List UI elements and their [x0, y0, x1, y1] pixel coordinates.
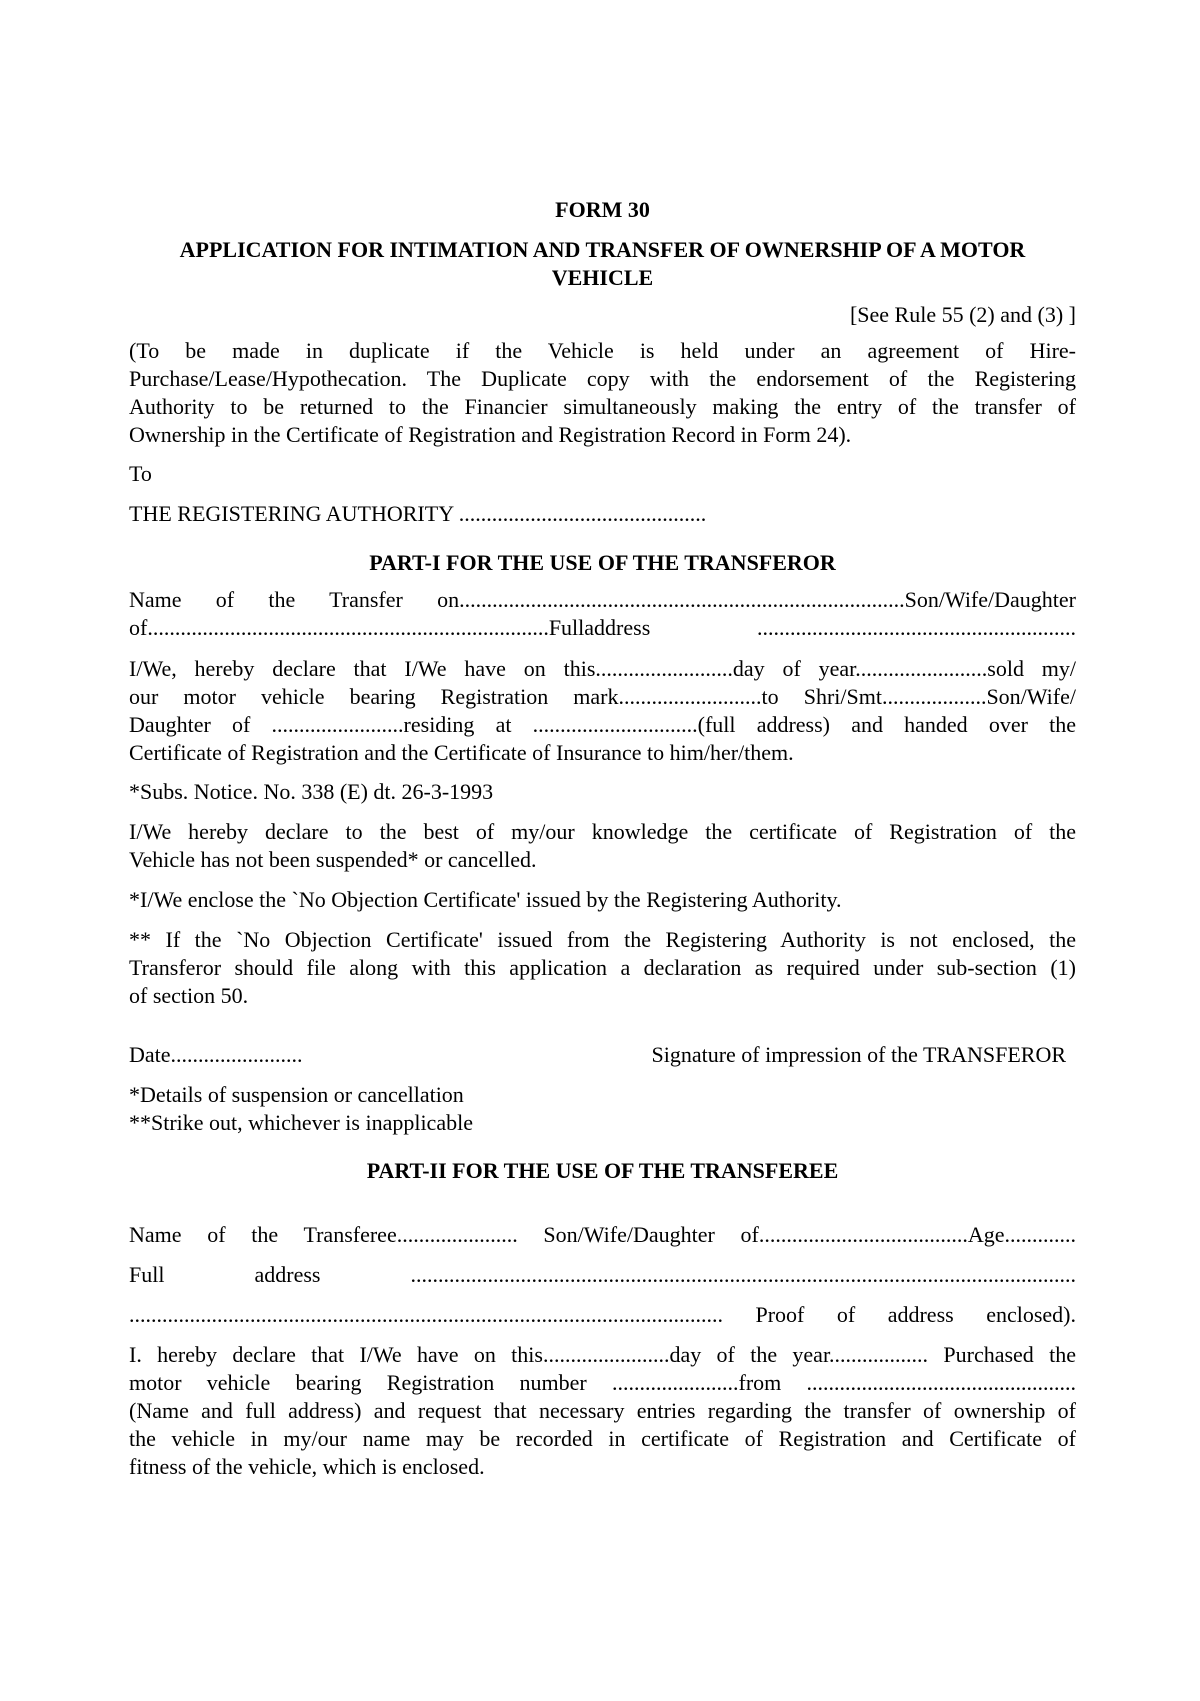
transferee-declaration — [129, 1341, 1076, 1481]
part-1-heading: PART-I FOR THE USE OF THE TRANSFEROR — [369, 550, 836, 575]
registering-authority-line: THE REGISTERING AUTHORITY ............................................. — [129, 501, 707, 526]
form-title-line-1: APPLICATION FOR INTIMATION AND TRANSFER OF OWNERSHIP OF A MOTOR — [179, 237, 1026, 262]
transferee-declaration-line-1: I. hereby declare that I/We have on this.......................day of the year.................. Purchased the — [129, 1342, 1076, 1367]
intro-paragraph — [129, 337, 1076, 449]
best-knowledge-line-1: I/We hereby declare to the best of my/our knowledge the certificate of Registration of the — [129, 819, 1076, 844]
footnote-strike-out: **Strike out, whichever is inapplicable — [129, 1110, 473, 1135]
transferor-declaration — [129, 655, 1076, 767]
transferor-signature: Signature of impression of the TRANSFEROR — [651, 1042, 1066, 1067]
best-knowledge-line-2: Vehicle has not been suspended* or cancelled. — [129, 847, 537, 872]
transferee-name-field — [129, 1221, 1076, 1249]
form-number: FORM 30 — [555, 197, 650, 222]
form-title-line-2: VEHICLE — [551, 265, 654, 290]
transferee-declaration-line-4: the vehicle in my/our name may be recorded in certificate of Registration and Certificate of — [129, 1426, 1076, 1451]
transferor-name-line-1: Name of the Transfer on.................................................................................Son/Wife/Daughter — [129, 587, 1076, 612]
intro-line-4: Ownership in the Certificate of Registration and Registration Record in Form 24). — [129, 422, 852, 447]
transferee-address-line-2: ............................................................................................................ Proof of address enclosed). — [129, 1302, 1076, 1327]
date-field: Date........................ — [129, 1042, 303, 1067]
transferor-declaration-line-3: Daughter of ........................residing at ..............................(full address) and handed over the — [129, 712, 1076, 737]
intro-line-1: (To be made in duplicate if the Vehicle is held under an agreement of Hire- — [129, 338, 1076, 363]
part-2-heading: PART-II FOR THE USE OF THE TRANSFEREE — [366, 1158, 839, 1183]
transferee-address-field — [129, 1261, 1076, 1289]
subs-notice: *Subs. Notice. No. 338 (E) dt. 26-3-1993 — [129, 779, 494, 804]
noc-not-enclosed-note — [129, 926, 1076, 1010]
noc-note-line-2: Transferor should file along with this application a declaration as required under sub-section (1) — [129, 955, 1076, 980]
transferee-name-line: Name of the Transferee...................... Son/Wife/Daughter of......................................Age............. — [129, 1222, 1076, 1247]
footnotes — [129, 1081, 1076, 1137]
rule-reference: [See Rule 55 (2) and (3) ] — [849, 302, 1076, 327]
best-knowledge-declaration — [129, 818, 1076, 874]
date-signature-row — [129, 1041, 1076, 1069]
intro-line-2: Purchase/Lease/Hypothecation. The Duplicate copy with the endorsement of the Registering — [129, 366, 1076, 391]
to-label: To — [129, 461, 152, 486]
transferee-declaration-line-2: motor vehicle bearing Registration number .......................from ................................................. — [129, 1370, 1076, 1395]
transferor-name-line-2: of.........................................................................Fulladdress .......................................................... — [129, 615, 1076, 640]
footnote-suspension: *Details of suspension or cancellation — [129, 1082, 464, 1107]
noc-enclosed-statement: *I/We enclose the `No Objection Certificate' issued by the Registering Authority. — [129, 887, 842, 912]
transferee-declaration-line-5: fitness of the vehicle, which is enclosed. — [129, 1454, 485, 1479]
transferor-declaration-line-4: Certificate of Registration and the Certificate of Insurance to him/her/them. — [129, 740, 794, 765]
transferor-declaration-line-1: I/We, hereby declare that I/We have on this.........................day of year........................sold my/ — [129, 656, 1076, 681]
noc-note-line-1: ** If the `No Objection Certificate' issued from the Registering Authority is not enclosed, the — [129, 927, 1076, 952]
transferee-address-line-1: Full address ......................................................................................................................... — [129, 1262, 1076, 1287]
transferor-name-field — [129, 586, 1076, 642]
transferee-declaration-line-3: (Name and full address) and request that necessary entries regarding the transfer of ownership of — [129, 1398, 1076, 1423]
transferee-address-proof — [129, 1301, 1076, 1329]
transferor-declaration-line-2: our motor vehicle bearing Registration mark..........................to Shri/Smt...................Son/Wife/ — [129, 684, 1076, 709]
intro-line-3: Authority to be returned to the Financier simultaneously making the entry of the transfer of — [129, 394, 1076, 419]
noc-note-line-3: of section 50. — [129, 983, 249, 1008]
